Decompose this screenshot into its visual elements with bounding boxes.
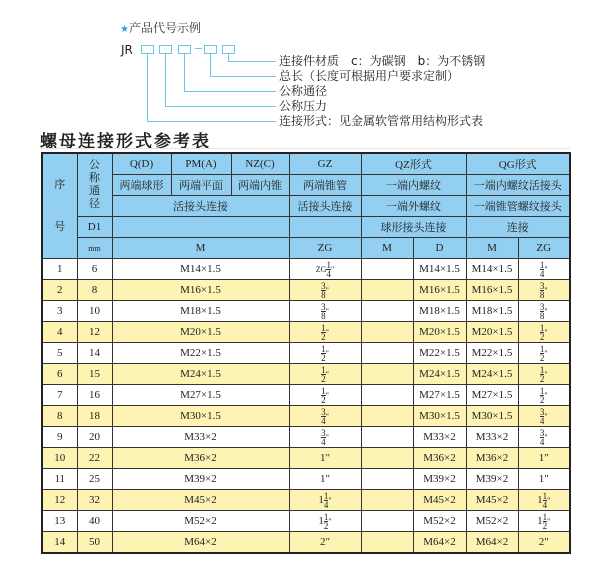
size-text: 1" [538,452,549,464]
gz-thread [289,406,361,427]
table-row [42,406,570,427]
table-row [42,385,570,406]
gz-thread [289,322,361,343]
fraction-den: 2 [539,394,545,405]
thread-m: M20×1.5 [112,322,289,343]
qg-zg [518,469,570,490]
code-box [159,45,172,54]
fraction-num: 1 [539,364,545,375]
header-unit: mm [77,238,112,259]
header-nzc: NZ(C) [231,153,289,175]
qz-m [361,511,413,532]
header-qg-zg: ZG [518,238,570,259]
code-dash [195,48,202,49]
size-unit: " [547,516,551,526]
size-unit: " [328,495,332,505]
label-connection: 连接形式：见金属软管常用结构形式表 [279,114,484,128]
table-title: 螺母连接形式参考表 [40,132,211,152]
header-zg: ZG [289,238,361,259]
gz-thread [289,511,361,532]
qg-zg [518,448,570,469]
qg-zg [518,364,570,385]
table-row [42,280,570,301]
fraction-num: 1 [323,490,329,501]
row-number: 7 [42,385,77,406]
row-number: 4 [42,322,77,343]
label-length: 总长（长度可根据用户要求定制） [279,69,460,83]
fraction-num: 3 [539,301,545,312]
thread-m: M33×2 [112,427,289,448]
row-number: 9 [42,427,77,448]
fraction-num: 3 [321,301,326,312]
size-unit: " [544,348,548,358]
qz-d: M45×2 [413,490,466,511]
qz-d: M27×1.5 [413,385,466,406]
code-box [204,45,217,54]
header-qd-desc: 两端球形 [112,175,171,196]
label-diameter: 公称通径 [279,84,328,98]
qg-m: M45×2 [466,490,518,511]
thread-m: M39×2 [112,469,289,490]
divider [40,148,570,149]
gz-thread [289,469,361,490]
fraction-den: 2 [539,352,545,363]
thread-m: M16×1.5 [112,280,289,301]
qz-m [361,301,413,322]
qg-zg [518,385,570,406]
qz-m [361,259,413,280]
qg-m: M18×1.5 [466,301,518,322]
row-number: 5 [42,343,77,364]
qg-m: M16×1.5 [466,280,518,301]
thread-m: M24×1.5 [112,364,289,385]
nut-connection-table [41,152,571,554]
code-box [141,45,154,54]
thread-m: M14×1.5 [112,259,289,280]
qz-d: M39×2 [413,469,466,490]
fraction-den: 8 [321,289,326,300]
size-unit: " [544,390,548,400]
size-unit: " [325,390,329,400]
fraction-num: 3 [539,406,545,417]
gz-thread [289,301,361,322]
table-row [42,364,570,385]
size-unit: " [325,432,329,442]
fraction-num: 1 [539,385,545,396]
nominal-diameter: 32 [77,490,112,511]
size-text: 1" [320,452,330,464]
size-text: 2" [320,536,330,548]
fraction-num: 3 [321,406,326,417]
table-row [42,511,570,532]
row-number: 10 [42,448,77,469]
header-qz-desc3: 球形接头连接 [361,217,466,238]
row-number: 1 [42,259,77,280]
fraction-num: 1 [321,322,326,333]
gz-thread [289,259,361,280]
thread-m: M27×1.5 [112,385,289,406]
header-gz: GZ [289,153,361,175]
size-text: 1" [320,473,330,485]
size-unit: " [325,411,329,421]
label-pressure: 公称压力 [279,99,328,113]
thread-m: M52×2 [112,511,289,532]
fraction-den: 2 [323,520,329,531]
header-nominal: 公称通径 [77,153,112,217]
fraction-num: 1 [321,385,326,396]
qg-zg [518,427,570,448]
header-qg: QG形式 [466,153,570,175]
fraction-den: 4 [539,268,545,279]
qg-m: M36×2 [466,448,518,469]
fraction-den: 4 [321,436,326,447]
qz-m [361,343,413,364]
header-qd: Q(D) [112,153,171,175]
nominal-diameter: 25 [77,469,112,490]
header-empty [112,217,289,238]
fraction-den: 4 [539,415,545,426]
thread-m: M18×1.5 [112,301,289,322]
qz-m [361,448,413,469]
table-row [42,490,570,511]
fraction-num: 1 [539,343,545,354]
header-qg-desc2: 一端锥管螺纹接头 [466,196,570,217]
code-example-title: ★产品代号示例 [120,21,201,35]
fraction-den: 4 [539,436,545,447]
row-number: 3 [42,301,77,322]
table-row [42,301,570,322]
gz-thread [289,448,361,469]
nominal-diameter: 40 [77,511,112,532]
fraction-num: 1 [542,511,548,522]
qg-zg [518,322,570,343]
fraction-den: 2 [321,331,326,342]
table-row [42,532,570,554]
qg-zg [518,343,570,364]
size-unit: " [330,264,335,274]
gz-thread [289,385,361,406]
size-unit: " [325,285,329,295]
qz-m [361,427,413,448]
row-number: 6 [42,364,77,385]
nominal-diameter: 14 [77,343,112,364]
row-number: 11 [42,469,77,490]
qg-m: M39×2 [466,469,518,490]
gz-thread [289,490,361,511]
star-icon: ★ [120,24,129,35]
qg-m: M33×2 [466,427,518,448]
fraction-num: 1 [323,511,329,522]
thread-m: M30×1.5 [112,406,289,427]
qz-d: M14×1.5 [413,259,466,280]
size-unit: " [325,327,329,337]
qz-d: M64×2 [413,532,466,554]
header-qg-m: M [466,238,518,259]
qz-m [361,469,413,490]
table-row [42,469,570,490]
fraction-den: 4 [323,499,329,510]
qg-zg [518,280,570,301]
qg-m: M64×2 [466,532,518,554]
qz-d: M24×1.5 [413,364,466,385]
row-number: 13 [42,511,77,532]
header-nz-desc: 两端内锥 [231,175,289,196]
nominal-diameter: 18 [77,406,112,427]
fraction-den: 2 [539,331,545,342]
qg-zg [518,259,570,280]
qg-zg [518,511,570,532]
header-gz-union: 活接头连接 [289,196,361,217]
nominal-diameter: 12 [77,322,112,343]
fraction-den: 8 [539,289,545,300]
gz-thread [289,427,361,448]
size-whole: 1 [537,493,543,506]
gz-thread [289,532,361,554]
row-number: 14 [42,532,77,554]
header-union: 活接头连接 [112,196,289,217]
nominal-diameter: 6 [77,259,112,280]
fraction-num: 3 [539,280,545,291]
header-qg-desc: 一端内螺纹活接头 [466,175,570,196]
qz-d: M52×2 [413,511,466,532]
size-whole: 1 [318,514,324,527]
size-unit: " [328,516,332,526]
fraction-num: 3 [539,427,545,438]
table-row [42,343,570,364]
fraction-den: 4 [542,499,548,510]
header-seq: 序 号 [42,153,77,259]
qz-m [361,322,413,343]
header-m: M [112,238,289,259]
header-empty [289,217,361,238]
code-box [178,45,191,54]
qg-zg [518,406,570,427]
size-unit: " [544,432,548,442]
qz-d: M20×1.5 [413,322,466,343]
size-unit: " [544,285,548,295]
qz-d: M33×2 [413,427,466,448]
size-unit: " [325,369,329,379]
header-pma: PM(A) [171,153,231,175]
thread-m: M22×1.5 [112,343,289,364]
size-unit: " [544,327,548,337]
gz-thread [289,343,361,364]
qg-m: M30×1.5 [466,406,518,427]
qz-m [361,406,413,427]
size-text: 2" [538,536,549,548]
code-box [222,45,235,54]
qg-m: M24×1.5 [466,364,518,385]
header-qz-m: M [361,238,413,259]
qg-m: M52×2 [466,511,518,532]
row-number: 8 [42,406,77,427]
size-unit: " [547,495,551,505]
qg-m: M14×1.5 [466,259,518,280]
header-qz-desc: 一端内螺纹 [361,175,466,196]
qg-m: M20×1.5 [466,322,518,343]
code-prefix: JR [121,43,133,57]
qz-d: M18×1.5 [413,301,466,322]
nominal-diameter: 10 [77,301,112,322]
fraction-den: 4 [321,415,326,426]
qz-m [361,280,413,301]
fraction-den: 2 [542,520,548,531]
nominal-diameter: 8 [77,280,112,301]
qz-d: M16×1.5 [413,280,466,301]
fraction-num: 1 [326,259,331,270]
fraction-den: 2 [321,373,326,384]
fraction-den: 8 [321,310,326,321]
qz-m [361,364,413,385]
fraction-den: 4 [326,268,331,279]
nominal-diameter: 20 [77,427,112,448]
fraction-num: 1 [542,490,548,501]
qg-zg [518,301,570,322]
size-unit: " [544,411,548,421]
row-number: 12 [42,490,77,511]
gz-thread [289,280,361,301]
qg-m: M22×1.5 [466,343,518,364]
qg-zg [518,532,570,554]
thread-m: M36×2 [112,448,289,469]
size-text: 1" [538,473,549,485]
label-material: 连接件材质 c：为碳钢 b：为不锈钢 [279,54,486,68]
thread-m: M64×2 [112,532,289,554]
qz-m [361,385,413,406]
header-qz: QZ形式 [361,153,466,175]
row-number: 2 [42,280,77,301]
fraction-num: 1 [321,343,326,354]
qz-d: M36×2 [413,448,466,469]
qz-d: M22×1.5 [413,343,466,364]
fraction-num: 3 [321,280,326,291]
qg-m: M27×1.5 [466,385,518,406]
size-unit: " [544,264,548,274]
header-gz-desc: 两端锥管 [289,175,361,196]
size-whole: 1 [537,514,543,527]
qz-m [361,532,413,554]
header-qz-desc2: 一端外螺纹 [361,196,466,217]
fraction-den: 2 [321,352,326,363]
header-d1: D1 [77,217,112,238]
header-qz-d: D [413,238,466,259]
thread-m: M45×2 [112,490,289,511]
size-unit: " [544,369,548,379]
size-unit: " [325,306,329,316]
table-row [42,322,570,343]
header-qg-desc3: 连接 [466,217,570,238]
nominal-diameter: 22 [77,448,112,469]
table-row [42,259,570,280]
nominal-diameter: 16 [77,385,112,406]
fraction-num: 3 [321,427,326,438]
nominal-diameter: 15 [77,364,112,385]
fraction-num: 1 [539,322,545,333]
table-row [42,448,570,469]
qz-d: M30×1.5 [413,406,466,427]
gz-thread [289,364,361,385]
header-pm-desc: 两端平面 [171,175,231,196]
fraction-den: 2 [539,373,545,384]
size-unit: " [325,348,329,358]
size-prefix: ZG [315,264,327,274]
qz-m [361,490,413,511]
table-row [42,427,570,448]
fraction-num: 1 [321,364,326,375]
size-unit: " [544,306,548,316]
size-whole: 1 [318,493,324,506]
fraction-den: 8 [539,310,545,321]
nominal-diameter: 50 [77,532,112,554]
fraction-den: 2 [321,394,326,405]
qg-zg [518,490,570,511]
fraction-num: 1 [539,259,545,270]
